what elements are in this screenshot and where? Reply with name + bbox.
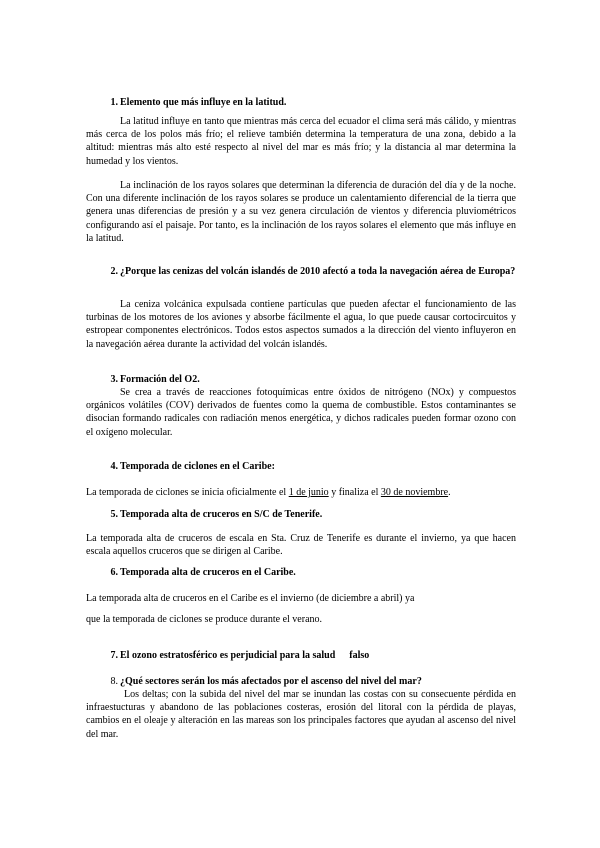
heading-number: 4. [110, 461, 118, 472]
heading-6 [86, 566, 516, 579]
cyclone-season-line [86, 486, 526, 499]
section-8-body [86, 688, 516, 741]
heading-text: Temporada alta de cruceros en el Caribe. [120, 567, 296, 578]
section-5-body [86, 532, 516, 558]
heading-2 [86, 265, 516, 278]
heading-number: 3. [110, 374, 118, 385]
heading-number: 6. [110, 567, 118, 578]
text: La temporada de ciclones se inicia oficialmente el [86, 487, 289, 498]
heading-1 [86, 96, 516, 109]
paragraph: Se crea a través de reacciones fotoquímicas entre óxidos de nitrógeno (NOx) y compuestos orgánicos volátiles (COV) derivados de fuentes como la quema de combustible. Estos contaminantes se disocian formando radicales con radiación menos energética, y dichos radicales pueden formar ozono con el oxígeno molecular. [86, 387, 516, 438]
text: y finaliza el [328, 487, 381, 498]
section-1-body-2 [86, 179, 516, 245]
section-1-body [86, 115, 516, 168]
heading-text: Temporada alta de cruceros en S/C de Tenerife. [120, 509, 323, 520]
paragraph: La latitud influye en tanto que mientras más cerca del ecuador el clima será más cálido, y mientras más cerca de los polos más frío; el relieve también determina la temperatura de una zona, debido a la altitud: mientras más alto esté respecto al nivel del mar es más frío; y la distancia al mar determina la humedad y los vientos. [86, 116, 516, 167]
heading-text: Elemento que más influye en la latitud. [120, 97, 287, 108]
heading-number: 7. [110, 650, 118, 661]
text: . [448, 487, 451, 498]
heading-text: ¿Porque las cenizas del volcán islandés de 2010 afectó a toda la navegación aérea de Europa? [120, 266, 516, 277]
end-date: 30 de noviembre [380, 487, 449, 498]
heading-number: 8. [110, 676, 118, 687]
heading-8 [86, 675, 516, 688]
answer-text: falso [349, 650, 370, 661]
section-3-body [86, 386, 516, 439]
paragraph: La inclinación de los rayos solares que determinan la diferencia de duración del día y de la noche. Con una diferente inclinación de los rayos solares se produce un calentamiento diferencial de la tierra que genera unas diferencias de presión y a su vez genera circulación de vientos y diferencia pluviométricos configurando así el paisaje. Por tanto, es la inclinación de los rayos solares el elemento que más influye en la latitud. [86, 180, 516, 244]
section-6-line-1: La temporada alta de cruceros en el Caribe es el invierno (de diciembre a abril) ya [86, 593, 415, 604]
paragraph: Los deltas; con la subida del nivel del mar se inundan las costas con su consecuente pérdida en infraestucturas y abandono de las poblaciones costeras, erosión del litoral con la pérdida de playas, cambios en el oleaje y alteración en las mareas son los principales factores que ayudan al ascenso del nivel del mar. [86, 689, 516, 740]
heading-4 [86, 460, 516, 473]
heading-text: Formación del O2. [120, 374, 200, 385]
section-6-line-2: que la temporada de ciclones se produce durante el verano. [86, 614, 323, 625]
start-date: 1 de junio [288, 487, 329, 498]
question-text: El ozono estratosférico es perjudicial para la salud [120, 650, 336, 661]
heading-number: 1. [110, 97, 118, 108]
heading-number: 5. [110, 509, 118, 520]
section-2-body [86, 298, 516, 351]
heading-7 [86, 649, 516, 662]
heading-text: ¿Qué sectores serán los más afectados por el ascenso del nivel del mar? [120, 676, 422, 687]
heading-number: 2. [110, 266, 118, 277]
heading-3 [86, 373, 516, 386]
paragraph: La ceniza volcánica expulsada contiene partículas que pueden afectar el funcionamiento de las turbinas de los motores de los aviones y absorbe fácilmente el agua, lo que puede causar cortocircuitos y estropear componentes electrónicos. Todos estos aspectos sumados a la dirección del viento influyeron en la navegación aérea durante la actividad del volcán islandés. [86, 299, 516, 350]
heading-5 [86, 508, 516, 521]
heading-text [120, 649, 516, 662]
heading-text: Temporada de ciclones en el Caribe: [120, 461, 275, 472]
paragraph: La temporada alta de cruceros de escala en Sta. Cruz de Tenerife es durante el invierno, ya que hacen escala aquellos cruceros que se dirigen al Caribe. [86, 533, 516, 558]
